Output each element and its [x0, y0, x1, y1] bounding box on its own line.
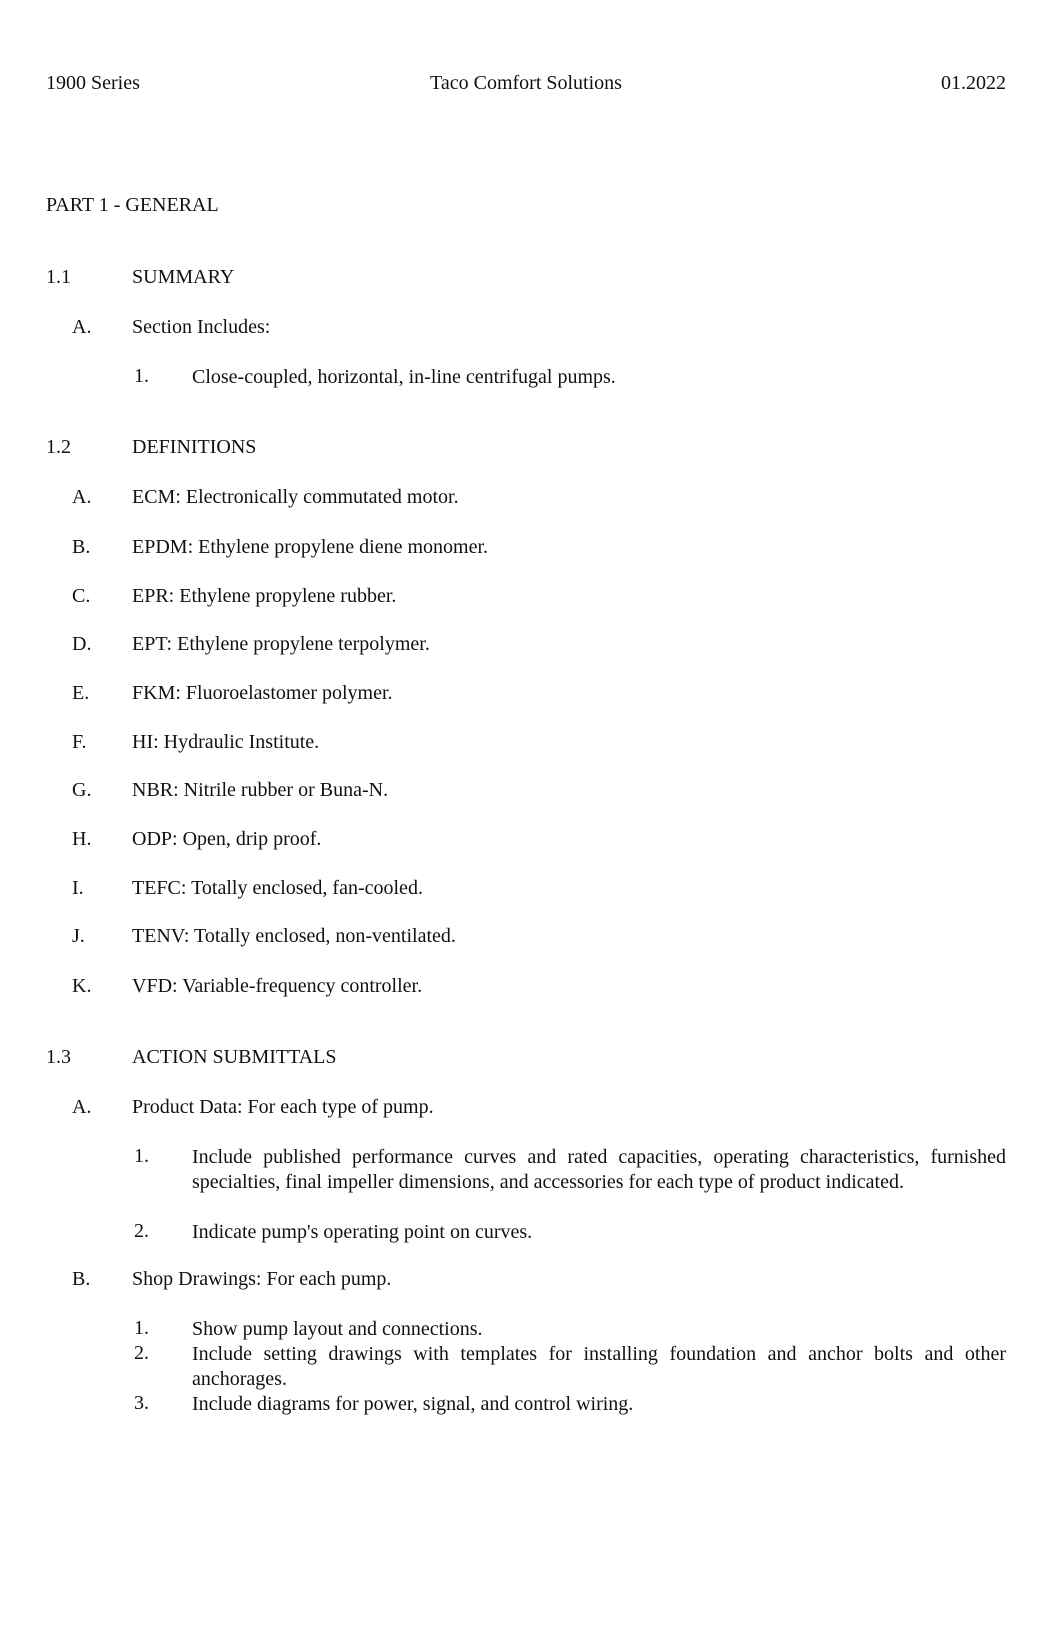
paragraph-text: Product Data: For each type of pump.	[132, 1096, 434, 1118]
definition-letter: H.	[72, 828, 92, 850]
paragraph-text: Shop Drawings: For each pump.	[132, 1268, 392, 1290]
definition-letter: E.	[72, 682, 90, 704]
header-company: Taco Comfort Solutions	[430, 72, 622, 94]
definition-letter: F.	[72, 731, 87, 753]
article-number: 1.1	[46, 266, 71, 288]
definition-letter: C.	[72, 585, 91, 607]
subparagraph	[134, 1342, 1006, 1392]
paragraph-letter: B.	[72, 1268, 91, 1290]
definition-letter: D.	[72, 633, 92, 655]
definition-item	[72, 486, 459, 509]
subparagraph-number: 2.	[134, 1220, 149, 1242]
definition-item	[72, 585, 396, 608]
page-header	[46, 72, 1006, 100]
article-number: 1.3	[46, 1046, 71, 1068]
header-date: 01.2022	[941, 72, 1006, 94]
header-series: 1900 Series	[46, 72, 140, 94]
subparagraph-number: 1.	[134, 1317, 149, 1339]
definition-text: ECM: Electronically commutated motor.	[132, 486, 459, 508]
paragraph-section-includes	[72, 316, 270, 339]
definition-text: TEFC: Totally enclosed, fan-cooled.	[132, 877, 423, 899]
subparagraph-text: Show pump layout and connections.	[192, 1318, 483, 1340]
paragraph-text: Section Includes:	[132, 316, 271, 338]
article-title: SUMMARY	[132, 266, 235, 288]
definition-item	[72, 682, 393, 705]
subparagraph	[134, 1145, 1006, 1195]
article-title: DEFINITIONS	[132, 436, 257, 458]
article-definitions	[46, 436, 256, 459]
definition-text: FKM: Fluoroelastomer polymer.	[132, 682, 393, 704]
subparagraph-text: Close-coupled, horizontal, in-line centrifugal pumps.	[192, 366, 616, 388]
definition-item	[72, 975, 422, 998]
definition-item	[72, 828, 321, 851]
definition-text: EPT: Ethylene propylene terpolymer.	[132, 633, 430, 655]
subparagraph-text: Include setting drawings with templates for installing foundation and anchor bolts and other anchorages.	[192, 1343, 1006, 1390]
subparagraph-text: Indicate pump's operating point on curves.	[192, 1221, 533, 1243]
definition-text: ODP: Open, drip proof.	[132, 828, 322, 850]
article-number: 1.2	[46, 436, 71, 458]
definition-letter: I.	[72, 877, 84, 899]
subparagraph	[134, 365, 1006, 390]
definition-text: TENV: Totally enclosed, non-ventilated.	[132, 925, 456, 947]
part-title: PART 1 - GENERAL	[46, 194, 219, 216]
article-summary	[46, 266, 234, 289]
definition-letter: K.	[72, 975, 92, 997]
subparagraph-text: Include published performance curves and rated capacities, operating characteristics, furnished specialties, final impeller dimensions, and accessories for each type of product indicated.	[192, 1146, 1006, 1193]
subparagraph-text: Include diagrams for power, signal, and control wiring.	[192, 1393, 634, 1415]
definition-letter: G.	[72, 779, 92, 801]
definition-text: VFD: Variable-frequency controller.	[132, 975, 423, 997]
definition-text: EPR: Ethylene propylene rubber.	[132, 585, 397, 607]
paragraph-letter: A.	[72, 1096, 92, 1118]
article-title: ACTION SUBMITTALS	[132, 1046, 337, 1068]
subparagraph	[134, 1392, 1006, 1417]
definition-item	[72, 536, 488, 559]
paragraph-letter: A.	[72, 316, 92, 338]
subparagraph	[134, 1220, 1006, 1245]
definition-item	[72, 633, 430, 656]
subparagraph-number: 1.	[134, 365, 149, 387]
paragraph-product-data	[72, 1096, 434, 1119]
definition-letter: J.	[72, 925, 85, 947]
definition-text: NBR: Nitrile rubber or Buna-N.	[132, 779, 389, 801]
subparagraph-number: 3.	[134, 1392, 149, 1414]
subparagraph-number: 1.	[134, 1145, 149, 1167]
definition-item	[72, 731, 319, 754]
definition-letter: B.	[72, 536, 91, 558]
definition-item	[72, 877, 423, 900]
definition-item	[72, 925, 456, 948]
paragraph-shop-drawings	[72, 1268, 391, 1291]
definition-item	[72, 779, 388, 802]
definition-text: EPDM: Ethylene propylene diene monomer.	[132, 536, 489, 558]
subparagraph-number: 2.	[134, 1342, 149, 1364]
definition-letter: A.	[72, 486, 92, 508]
definition-text: HI: Hydraulic Institute.	[132, 731, 320, 753]
subparagraph	[134, 1317, 1006, 1342]
article-action-submittals	[46, 1046, 337, 1069]
